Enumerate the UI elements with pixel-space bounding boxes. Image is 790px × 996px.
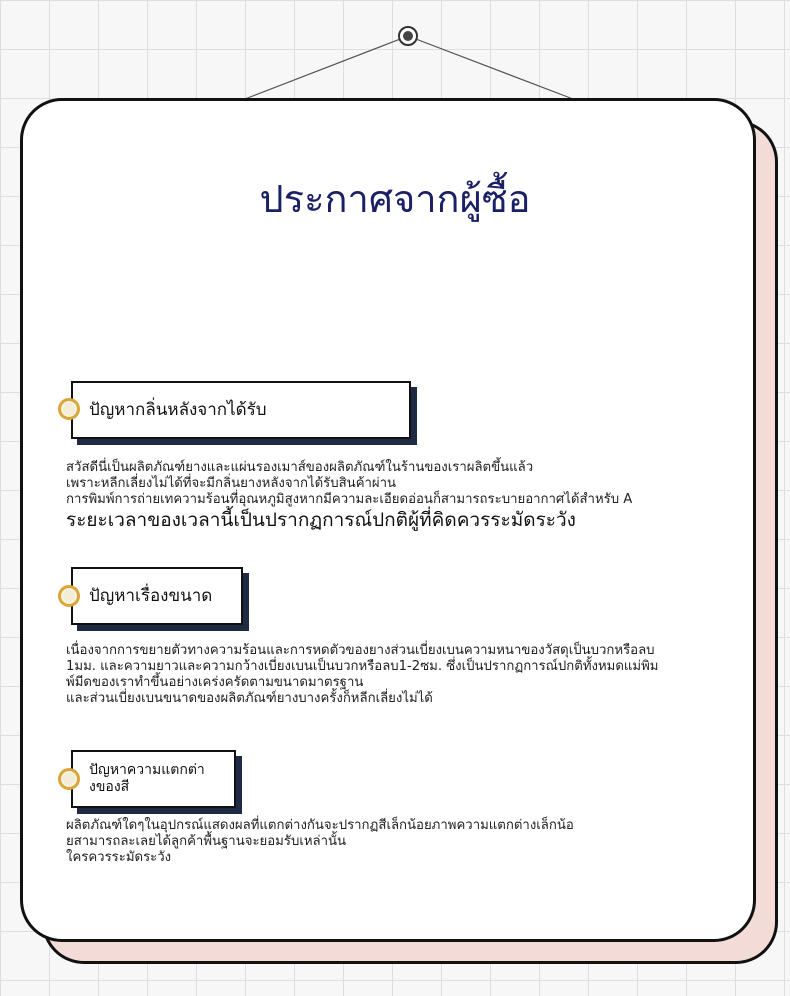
section-heading-label: ปัญหาเรื่องขนาด bbox=[89, 585, 213, 606]
bullet-icon bbox=[58, 398, 80, 420]
heading-line: ปัญหาความแตกต่า bbox=[89, 762, 205, 779]
body-line: และส่วนเบี่ยงเบนขนาดของผลิตภัณฑ์ยางบางครั้งก็หลีกเลี่ยงไม่ได้ bbox=[66, 691, 433, 706]
body-line: ผลิตภัณฑ์ใดๆในอุปกรณ์แสดงผลที่แตกต่างกันจะปรากฏสีเล็กน้อยภาพความแตกต่างเล็กน้อ bbox=[66, 818, 574, 833]
body-line: เนื่องจากการขยายตัวทางความร้อนและการหดตัวของยางส่วนเบี่ยงเบนความหนาของวัสดุเป็นบวกหรือลบ bbox=[66, 643, 655, 658]
section-body-color bbox=[66, 818, 574, 866]
section-body-smell bbox=[66, 460, 632, 532]
section-body-size bbox=[66, 643, 659, 707]
bullet-icon bbox=[58, 768, 80, 790]
body-line: 1มม. และความยาวและความกว้างเบี่ยงเบนเป็นบวกหรือลบ1-2ซม. ซึ่งเป็นปรากฏการณ์ปกติทั้งหมดแม่พิม bbox=[66, 659, 659, 674]
emphasis-line: ระยะเวลาของเวลานี้เป็นปรากฏการณ์ปกติผู้ที่คิดควรระมัดระวัง bbox=[66, 509, 576, 531]
body-line: สวัสดีนี่เป็นผลิตภัณฑ์ยางและแผ่นรองเมาส์ของผลิตภัณฑ์ในร้านของเราผลิตขึ้นแล้ว bbox=[66, 460, 534, 475]
body-line: พ์มีดของเราทำขึ้นอย่างเคร่งครัดตามขนาดมาตรฐาน bbox=[66, 675, 364, 690]
page-title: ประกาศจากผู้ซื้อ bbox=[259, 177, 531, 221]
section-heading-size bbox=[71, 567, 243, 625]
hanger bbox=[0, 0, 790, 110]
section-heading-smell bbox=[71, 381, 411, 439]
body-line: ใครควรระมัดระวัง bbox=[66, 850, 172, 865]
bullet-icon bbox=[58, 585, 80, 607]
body-line: ยสามารถละเลยได้ลูกค้าพื้นฐานจะยอมรับเหล่านั้น bbox=[66, 834, 347, 849]
section-heading-label bbox=[73, 762, 205, 796]
heading-line: งของสี bbox=[89, 779, 130, 795]
body-line: เพราะหลีกเลี่ยงไม่ได้ที่จะมีกลิ่นยางหลังจากได้รับสินค้าผ่าน bbox=[66, 476, 397, 491]
section-heading-color bbox=[71, 750, 236, 808]
section-heading-label: ปัญหากลิ่นหลังจากได้รับ bbox=[89, 399, 267, 420]
body-line: การพิมพ์การถ่ายเทความร้อนที่อุณหภูมิสูงหากมีความละเอียดอ่อนก็สามารถระบายอากาศได้สำหรับ A bbox=[66, 492, 633, 507]
